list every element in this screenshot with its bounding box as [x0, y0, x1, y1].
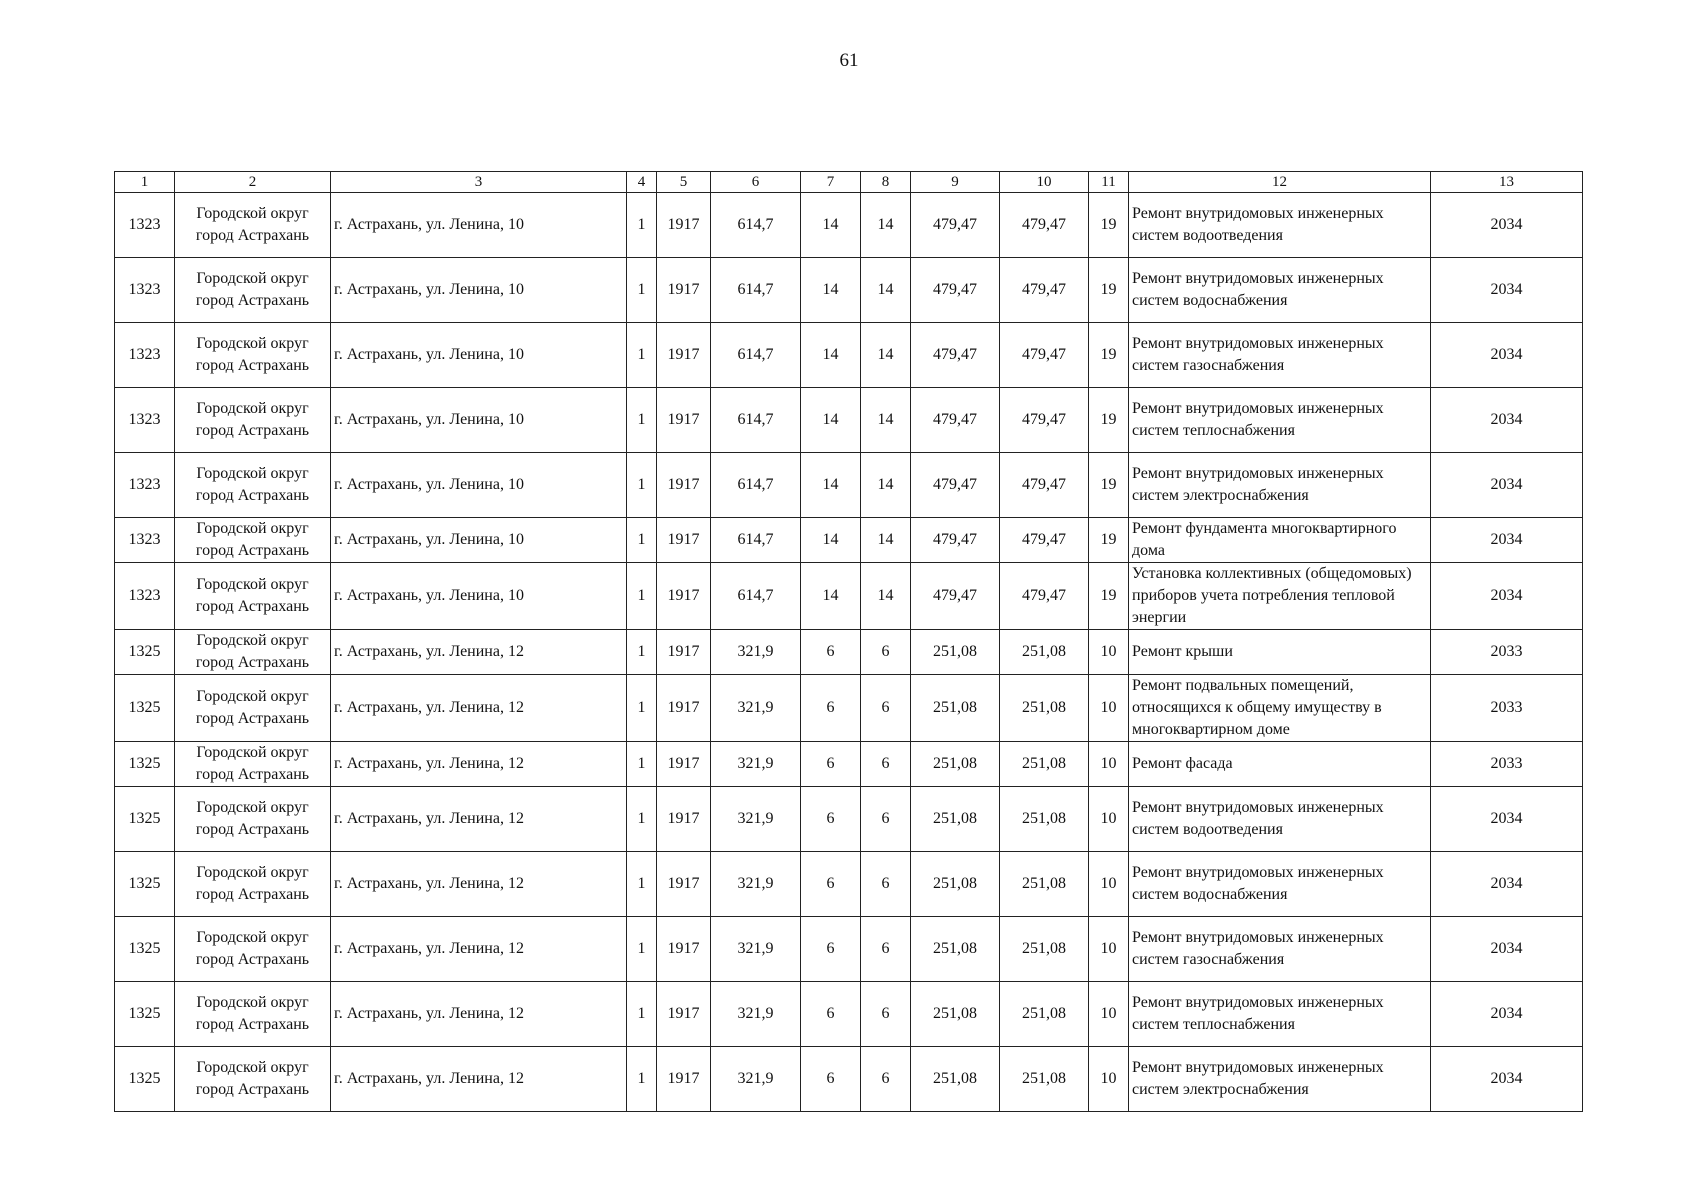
- cell-record-id: 1323: [115, 193, 175, 258]
- cell-address: г. Астрахань, ул. Ленина, 12: [331, 675, 627, 742]
- table-row: [115, 323, 1583, 388]
- cell-work-type: Ремонт крыши: [1129, 630, 1431, 675]
- cell-plan-year: 2034: [1431, 323, 1583, 388]
- cell-build-year: 1917: [657, 630, 711, 675]
- cell-col-7: 14: [801, 258, 861, 323]
- cell-total-area: 614,7: [711, 563, 801, 630]
- cell-col-8: 14: [861, 193, 911, 258]
- table-row: [115, 453, 1583, 518]
- cell-build-year: 1917: [657, 1047, 711, 1112]
- cell-total-area: 321,9: [711, 787, 801, 852]
- cell-address: г. Астрахань, ул. Ленина, 12: [331, 630, 627, 675]
- cell-address: г. Астрахань, ул. Ленина, 12: [331, 1047, 627, 1112]
- cell-col-4: 1: [627, 518, 657, 563]
- cell-total-area: 321,9: [711, 917, 801, 982]
- cell-build-year: 1917: [657, 518, 711, 563]
- cell-total-area: 321,9: [711, 982, 801, 1047]
- cell-build-year: 1917: [657, 193, 711, 258]
- cell-col-7: 6: [801, 787, 861, 852]
- cell-col-7: 6: [801, 852, 861, 917]
- cell-build-year: 1917: [657, 388, 711, 453]
- cell-municipality: Городской округ город Астрахань: [175, 675, 331, 742]
- cell-total-area: 321,9: [711, 852, 801, 917]
- cell-record-id: 1323: [115, 258, 175, 323]
- cell-address: г. Астрахань, ул. Ленина, 10: [331, 453, 627, 518]
- cell-record-id: 1323: [115, 453, 175, 518]
- cell-area-10: 251,08: [1000, 917, 1089, 982]
- cell-build-year: 1917: [657, 982, 711, 1047]
- cell-plan-year: 2033: [1431, 742, 1583, 787]
- cell-area-9: 479,47: [911, 518, 1000, 563]
- page-number: 61: [839, 50, 859, 71]
- cell-col-4: 1: [627, 852, 657, 917]
- cell-address: г. Астрахань, ул. Ленина, 10: [331, 323, 627, 388]
- cell-build-year: 1917: [657, 563, 711, 630]
- cell-work-type: Ремонт внутридомовых инженерных систем водоотведения: [1129, 787, 1431, 852]
- cell-area-10: 251,08: [1000, 982, 1089, 1047]
- table-row: [115, 518, 1583, 563]
- cell-col-11: 10: [1089, 630, 1129, 675]
- cell-col-8: 6: [861, 917, 911, 982]
- cell-col-4: 1: [627, 630, 657, 675]
- cell-record-id: 1325: [115, 742, 175, 787]
- cell-area-9: 479,47: [911, 258, 1000, 323]
- cell-col-11: 19: [1089, 258, 1129, 323]
- cell-address: г. Астрахань, ул. Ленина, 10: [331, 193, 627, 258]
- cell-work-type: Ремонт внутридомовых инженерных систем водоотведения: [1129, 193, 1431, 258]
- cell-col-8: 6: [861, 1047, 911, 1112]
- cell-build-year: 1917: [657, 852, 711, 917]
- cell-area-9: 251,08: [911, 630, 1000, 675]
- column-number-5: 5: [657, 172, 711, 193]
- cell-record-id: 1323: [115, 388, 175, 453]
- cell-build-year: 1917: [657, 675, 711, 742]
- cell-col-8: 6: [861, 852, 911, 917]
- column-number-row: [115, 172, 1583, 193]
- column-number-10: 10: [1000, 172, 1089, 193]
- cell-col-11: 10: [1089, 982, 1129, 1047]
- cell-col-7: 14: [801, 563, 861, 630]
- cell-area-10: 479,47: [1000, 388, 1089, 453]
- cell-municipality: Городской округ город Астрахань: [175, 852, 331, 917]
- cell-plan-year: 2034: [1431, 258, 1583, 323]
- cell-area-9: 251,08: [911, 787, 1000, 852]
- cell-col-7: 14: [801, 453, 861, 518]
- cell-col-11: 10: [1089, 742, 1129, 787]
- cell-col-7: 6: [801, 1047, 861, 1112]
- cell-area-10: 479,47: [1000, 518, 1089, 563]
- column-number-9: 9: [911, 172, 1000, 193]
- cell-area-9: 479,47: [911, 453, 1000, 518]
- cell-area-10: 251,08: [1000, 742, 1089, 787]
- column-number-12: 12: [1129, 172, 1431, 193]
- cell-plan-year: 2034: [1431, 388, 1583, 453]
- cell-total-area: 321,9: [711, 1047, 801, 1112]
- cell-address: г. Астрахань, ул. Ленина, 12: [331, 982, 627, 1047]
- cell-col-4: 1: [627, 193, 657, 258]
- cell-municipality: Городской округ город Астрахань: [175, 1047, 331, 1112]
- cell-col-7: 6: [801, 742, 861, 787]
- cell-col-11: 10: [1089, 852, 1129, 917]
- cell-address: г. Астрахань, ул. Ленина, 10: [331, 388, 627, 453]
- cell-col-4: 1: [627, 563, 657, 630]
- cell-record-id: 1323: [115, 323, 175, 388]
- cell-record-id: 1325: [115, 787, 175, 852]
- cell-build-year: 1917: [657, 323, 711, 388]
- cell-col-11: 19: [1089, 453, 1129, 518]
- cell-col-7: 14: [801, 323, 861, 388]
- cell-work-type: Ремонт фундамента многоквартирного дома: [1129, 518, 1431, 563]
- cell-record-id: 1325: [115, 675, 175, 742]
- cell-col-4: 1: [627, 258, 657, 323]
- cell-area-10: 251,08: [1000, 852, 1089, 917]
- cell-build-year: 1917: [657, 917, 711, 982]
- column-number-4: 4: [627, 172, 657, 193]
- table-row: [115, 917, 1583, 982]
- cell-area-9: 251,08: [911, 675, 1000, 742]
- cell-plan-year: 2034: [1431, 563, 1583, 630]
- cell-area-9: 251,08: [911, 917, 1000, 982]
- cell-col-8: 6: [861, 675, 911, 742]
- cell-record-id: 1325: [115, 1047, 175, 1112]
- column-number-11: 11: [1089, 172, 1129, 193]
- cell-area-9: 251,08: [911, 982, 1000, 1047]
- cell-col-8: 14: [861, 563, 911, 630]
- cell-municipality: Городской округ город Астрахань: [175, 630, 331, 675]
- column-number-3: 3: [331, 172, 627, 193]
- cell-area-10: 479,47: [1000, 193, 1089, 258]
- cell-work-type: Ремонт внутридомовых инженерных систем электроснабжения: [1129, 1047, 1431, 1112]
- cell-area-9: 479,47: [911, 388, 1000, 453]
- cell-work-type: Ремонт фасада: [1129, 742, 1431, 787]
- cell-address: г. Астрахань, ул. Ленина, 12: [331, 917, 627, 982]
- cell-col-4: 1: [627, 742, 657, 787]
- cell-area-9: 479,47: [911, 193, 1000, 258]
- cell-col-4: 1: [627, 1047, 657, 1112]
- cell-build-year: 1917: [657, 742, 711, 787]
- cell-col-8: 14: [861, 258, 911, 323]
- cell-col-4: 1: [627, 323, 657, 388]
- cell-col-8: 14: [861, 453, 911, 518]
- column-number-1: 1: [115, 172, 175, 193]
- cell-plan-year: 2034: [1431, 1047, 1583, 1112]
- cell-municipality: Городской округ город Астрахань: [175, 323, 331, 388]
- cell-col-11: 10: [1089, 917, 1129, 982]
- cell-total-area: 614,7: [711, 323, 801, 388]
- cell-record-id: 1323: [115, 563, 175, 630]
- cell-area-9: 251,08: [911, 742, 1000, 787]
- table-body: [115, 172, 1583, 1112]
- cell-build-year: 1917: [657, 258, 711, 323]
- cell-work-type: Установка коллективных (общедомовых) приборов учета потребления тепловой энергии: [1129, 563, 1431, 630]
- cell-total-area: 321,9: [711, 630, 801, 675]
- cell-plan-year: 2034: [1431, 518, 1583, 563]
- cell-col-4: 1: [627, 787, 657, 852]
- cell-total-area: 614,7: [711, 453, 801, 518]
- cell-total-area: 321,9: [711, 675, 801, 742]
- cell-col-11: 10: [1089, 787, 1129, 852]
- table-row: [115, 675, 1583, 742]
- cell-work-type: Ремонт внутридомовых инженерных систем водоснабжения: [1129, 852, 1431, 917]
- cell-area-9: 251,08: [911, 852, 1000, 917]
- cell-plan-year: 2034: [1431, 917, 1583, 982]
- cell-address: г. Астрахань, ул. Ленина, 12: [331, 787, 627, 852]
- cell-municipality: Городской округ город Астрахань: [175, 982, 331, 1047]
- column-number-2: 2: [175, 172, 331, 193]
- cell-plan-year: 2034: [1431, 453, 1583, 518]
- cell-municipality: Городской округ город Астрахань: [175, 787, 331, 852]
- cell-col-7: 14: [801, 193, 861, 258]
- cell-address: г. Астрахань, ул. Ленина, 10: [331, 563, 627, 630]
- cell-col-7: 6: [801, 630, 861, 675]
- cell-col-4: 1: [627, 917, 657, 982]
- cell-plan-year: 2033: [1431, 675, 1583, 742]
- cell-area-10: 251,08: [1000, 787, 1089, 852]
- cell-col-11: 10: [1089, 1047, 1129, 1112]
- cell-col-11: 19: [1089, 323, 1129, 388]
- cell-address: г. Астрахань, ул. Ленина, 10: [331, 518, 627, 563]
- cell-col-8: 6: [861, 787, 911, 852]
- cell-col-8: 14: [861, 323, 911, 388]
- cell-plan-year: 2034: [1431, 787, 1583, 852]
- table-row: [115, 630, 1583, 675]
- cell-record-id: 1323: [115, 518, 175, 563]
- cell-col-8: 14: [861, 518, 911, 563]
- cell-col-7: 6: [801, 675, 861, 742]
- cell-area-9: 251,08: [911, 1047, 1000, 1112]
- cell-total-area: 614,7: [711, 258, 801, 323]
- table-row: [115, 742, 1583, 787]
- cell-total-area: 321,9: [711, 742, 801, 787]
- cell-build-year: 1917: [657, 787, 711, 852]
- cell-col-8: 14: [861, 388, 911, 453]
- table-row: [115, 982, 1583, 1047]
- cell-col-11: 10: [1089, 675, 1129, 742]
- cell-col-7: 14: [801, 518, 861, 563]
- cell-total-area: 614,7: [711, 388, 801, 453]
- column-number-7: 7: [801, 172, 861, 193]
- cell-municipality: Городской округ город Астрахань: [175, 563, 331, 630]
- cell-municipality: Городской округ город Астрахань: [175, 742, 331, 787]
- cell-municipality: Городской округ город Астрахань: [175, 917, 331, 982]
- cell-work-type: Ремонт внутридомовых инженерных систем газоснабжения: [1129, 323, 1431, 388]
- table-row: [115, 388, 1583, 453]
- table-row: [115, 193, 1583, 258]
- cell-record-id: 1325: [115, 917, 175, 982]
- cell-address: г. Астрахань, ул. Ленина, 12: [331, 742, 627, 787]
- cell-address: г. Астрахань, ул. Ленина, 10: [331, 258, 627, 323]
- cell-municipality: Городской округ город Астрахань: [175, 388, 331, 453]
- cell-municipality: Городской округ город Астрахань: [175, 453, 331, 518]
- cell-work-type: Ремонт внутридомовых инженерных систем газоснабжения: [1129, 917, 1431, 982]
- cell-total-area: 614,7: [711, 518, 801, 563]
- cell-col-11: 19: [1089, 388, 1129, 453]
- cell-col-7: 6: [801, 917, 861, 982]
- cell-work-type: Ремонт внутридомовых инженерных систем водоснабжения: [1129, 258, 1431, 323]
- cell-area-10: 479,47: [1000, 323, 1089, 388]
- table-row: [115, 787, 1583, 852]
- table-row: [115, 852, 1583, 917]
- column-number-6: 6: [711, 172, 801, 193]
- cell-col-4: 1: [627, 675, 657, 742]
- cell-total-area: 614,7: [711, 193, 801, 258]
- repair-schedule-table: [114, 171, 1583, 1112]
- cell-col-8: 6: [861, 982, 911, 1047]
- cell-plan-year: 2034: [1431, 982, 1583, 1047]
- cell-col-4: 1: [627, 388, 657, 453]
- cell-work-type: Ремонт подвальных помещений, относящихся к общему имуществу в многоквартирном доме: [1129, 675, 1431, 742]
- cell-col-7: 6: [801, 982, 861, 1047]
- column-number-13: 13: [1431, 172, 1583, 193]
- table-row: [115, 563, 1583, 630]
- cell-record-id: 1325: [115, 982, 175, 1047]
- cell-col-4: 1: [627, 453, 657, 518]
- cell-record-id: 1325: [115, 852, 175, 917]
- cell-plan-year: 2034: [1431, 193, 1583, 258]
- cell-col-8: 6: [861, 630, 911, 675]
- cell-area-10: 251,08: [1000, 630, 1089, 675]
- column-number-8: 8: [861, 172, 911, 193]
- cell-municipality: Городской округ город Астрахань: [175, 518, 331, 563]
- cell-work-type: Ремонт внутридомовых инженерных систем теплоснабжения: [1129, 388, 1431, 453]
- cell-address: г. Астрахань, ул. Ленина, 12: [331, 852, 627, 917]
- cell-area-10: 251,08: [1000, 675, 1089, 742]
- cell-col-11: 19: [1089, 518, 1129, 563]
- cell-work-type: Ремонт внутридомовых инженерных систем электроснабжения: [1129, 453, 1431, 518]
- table-row: [115, 1047, 1583, 1112]
- cell-area-10: 479,47: [1000, 258, 1089, 323]
- cell-record-id: 1325: [115, 630, 175, 675]
- cell-work-type: Ремонт внутридомовых инженерных систем теплоснабжения: [1129, 982, 1431, 1047]
- cell-municipality: Городской округ город Астрахань: [175, 193, 331, 258]
- cell-build-year: 1917: [657, 453, 711, 518]
- cell-area-9: 479,47: [911, 323, 1000, 388]
- cell-plan-year: 2033: [1431, 630, 1583, 675]
- cell-municipality: Городской округ город Астрахань: [175, 258, 331, 323]
- cell-area-10: 479,47: [1000, 453, 1089, 518]
- cell-area-9: 479,47: [911, 563, 1000, 630]
- cell-area-10: 479,47: [1000, 563, 1089, 630]
- cell-col-11: 19: [1089, 193, 1129, 258]
- cell-area-10: 251,08: [1000, 1047, 1089, 1112]
- table-row: [115, 258, 1583, 323]
- cell-col-7: 14: [801, 388, 861, 453]
- cell-col-11: 19: [1089, 563, 1129, 630]
- cell-col-8: 6: [861, 742, 911, 787]
- cell-col-4: 1: [627, 982, 657, 1047]
- cell-plan-year: 2034: [1431, 852, 1583, 917]
